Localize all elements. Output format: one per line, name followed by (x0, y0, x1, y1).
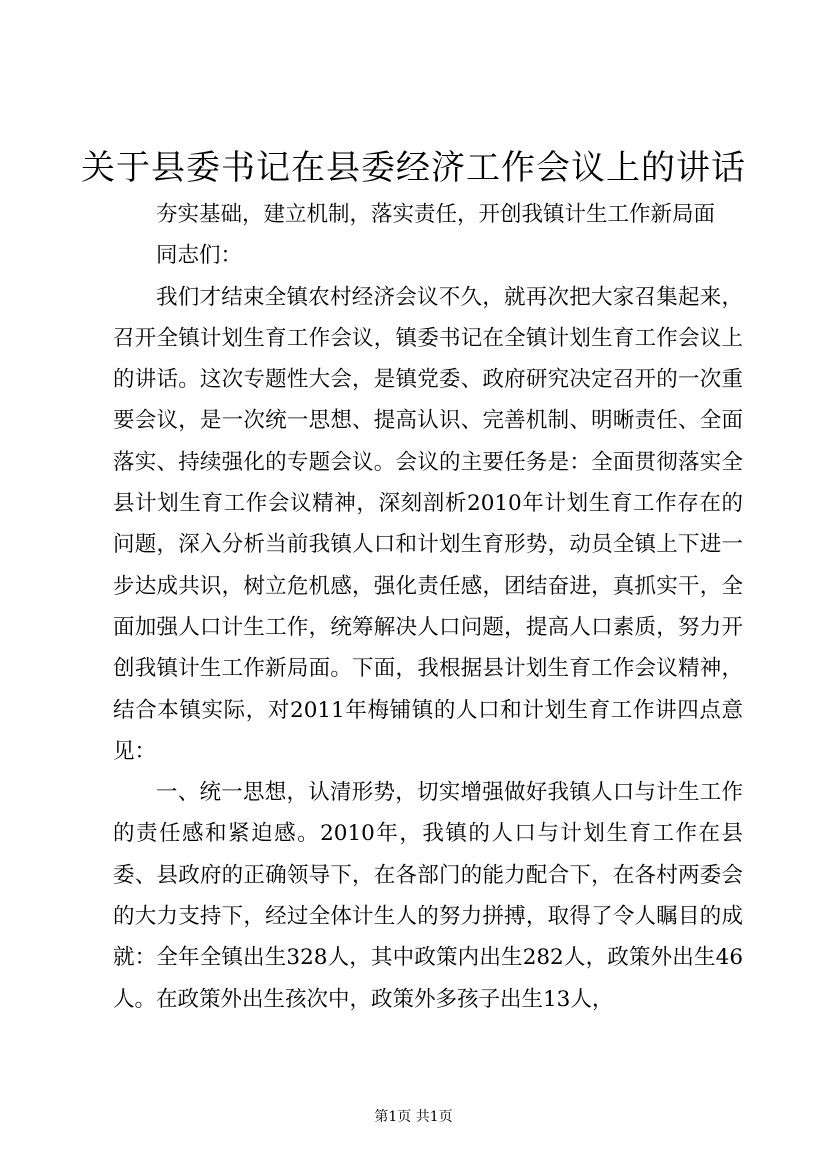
salutation-paragraph: 同志们： (156, 243, 243, 269)
document-title: 关于县委书记在县委经济工作会议上的讲话 (81, 148, 746, 188)
body-paragraph: 我们才结束全镇农村经济会议不久，就再次把大家召集起来，召开全镇计划生育工作会议，镇委书记在全镇计划生育工作会议上的讲话。这次专题性大会，是镇党委、政府研究决定召开的一次重要会议，是一次统一思想、提高认识、完善机制、明晰责任、全面落实、持续强化的专题会议。会议的主要任务是：全面贯彻落实全县计划生育工作会议精神，深刻剖析2010年计划生育工作存在的问题，深入分析当前我镇人口和计划生育形势，动员全镇上下进一步达成共识，树立危机感，强化责任感，团结奋进，真抓实干，全面加强人口计生工作，统筹解决人口问题，提高人口素质，努力开创我镇计生工作新局面。下面，我根据县计划生育工作会议精神，结合本镇实际，对2011年梅铺镇的人口和计划生育工作讲四点意见： (113, 284, 743, 764)
document-body (113, 194, 743, 1020)
body-paragraph: 一、统一思想，认清形势，切实增强做好我镇人口与计生工作的责任感和紧迫感。2010年，我镇的人口与计划生育工作在县委、县政府的正确领导下，在各部门的能力配合下，在各村两委会的大力支持下，经过全体计生人的努力拼搏，取得了令人瞩目的成就：全年全镇出生328人，其中政策内出生282人，政策外出生46人。在政策外出生孩次中，政策外多孩子出生13人， (113, 780, 743, 1012)
subtitle-paragraph: 夯实基础，建立机制，落实责任，开创我镇计生工作新局面 (156, 202, 716, 227)
page-footer: 第1页 共1页 (374, 1109, 453, 1125)
